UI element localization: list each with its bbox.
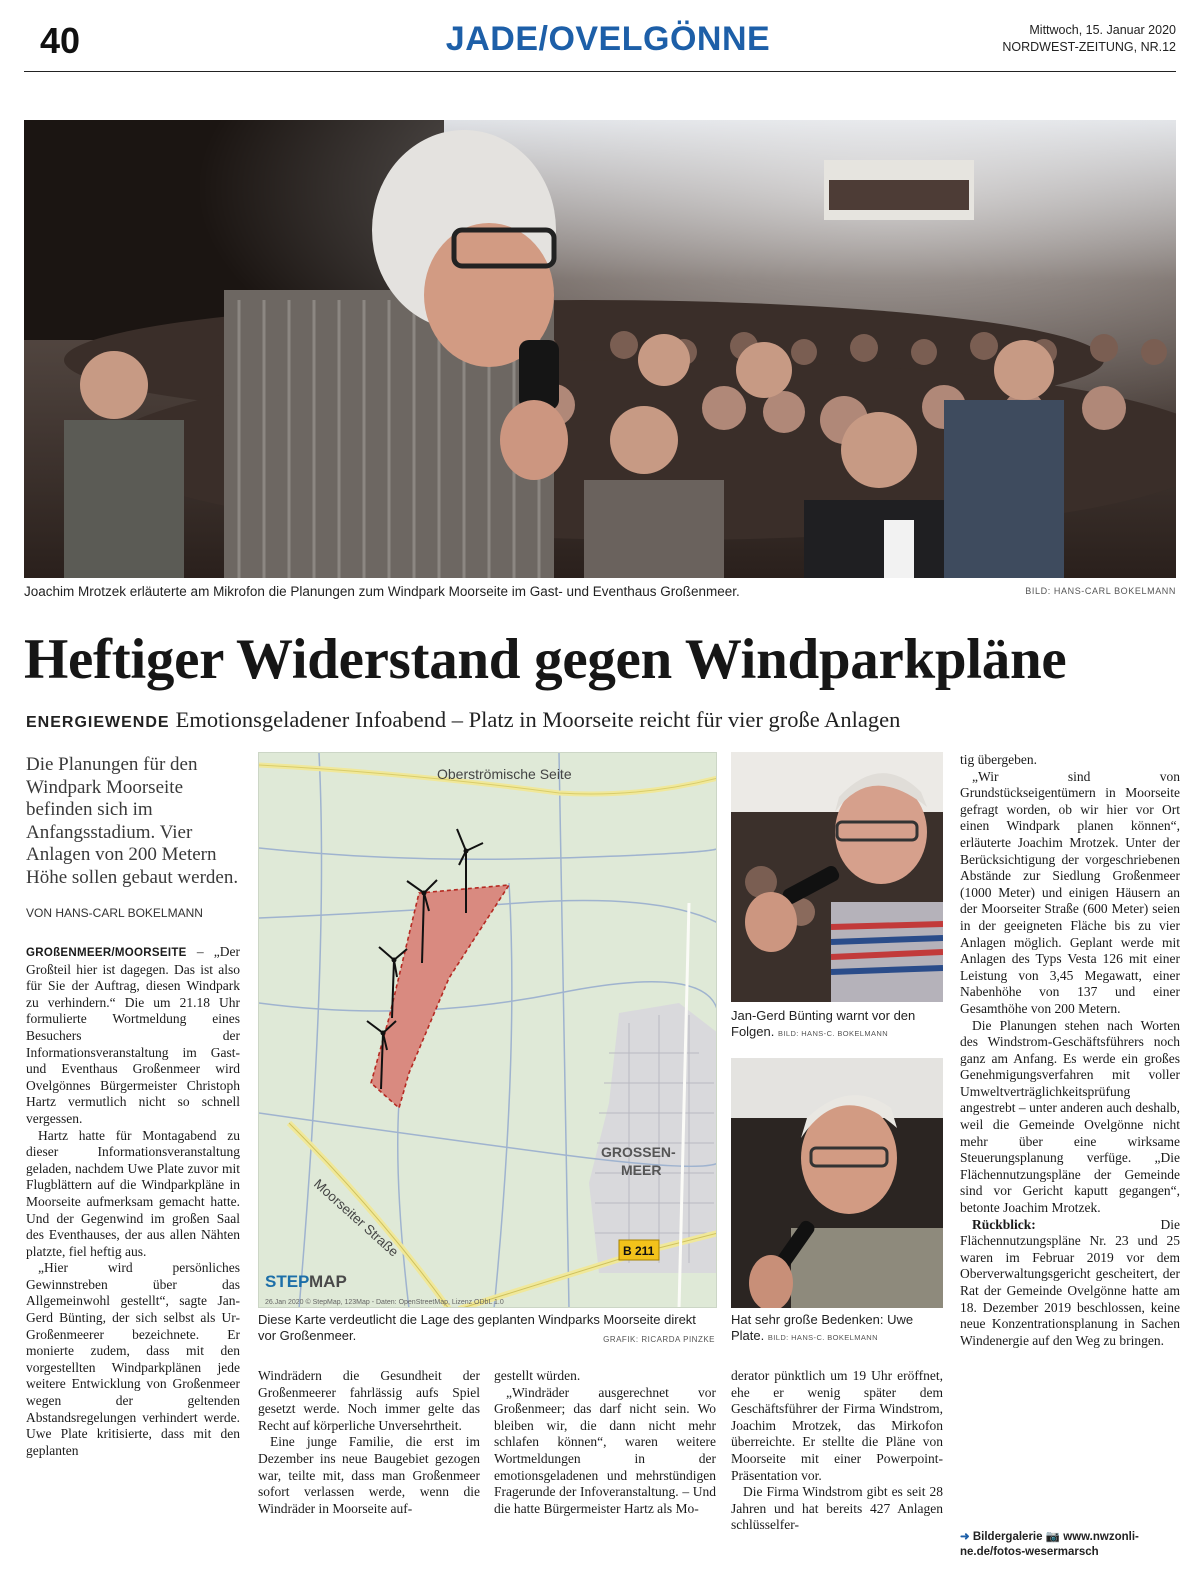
windpark-map bbox=[258, 752, 717, 1308]
paragraph: Hartz hatte für Montagabend zu dieser Informationsveranstaltung geladen, nachdem Uwe Plate zuvor mit Flugblättern auf die Windparkpläne in Moorseite aufmerksam gemacht hatte. Und der Gegenwind im großen Saal des Eventhauses, der aus allen Nähten platzte, fiel heftig aus. bbox=[26, 1127, 240, 1259]
issue-date: Mittwoch, 15. Januar 2020 bbox=[1029, 23, 1176, 37]
retrospective-label: Rückblick: bbox=[972, 1216, 1036, 1232]
subheadline bbox=[26, 707, 1186, 733]
side-photo-credit: BILD: HANS-C. BOKELMANN bbox=[767, 1333, 878, 1342]
stepmap-logo: STEP bbox=[265, 1272, 310, 1291]
article-column-2 bbox=[258, 1368, 480, 1517]
paragraph: Eine junge Familie, die erst im Dezember ins neue Baugebiet gezogen war, teilte mit, dass man Großenmeer sofort verlassen werde, wenn die Windräder in Moorseite auf- bbox=[258, 1434, 480, 1516]
page-number: 40 bbox=[40, 20, 81, 61]
map-caption bbox=[258, 1312, 717, 1344]
map-caption-text: Diese Karte verdeutlicht die Lage des geplanten Windparks Moorseite direkt vor Großenmeer. bbox=[258, 1312, 696, 1343]
paragraph: „Hier wird persönliches Gewinnstreben über das Allgemeinwohl gestellt“, sagte Jan-Gerd Bünting, der sich selbst als Ur-Großenmeerer bezeichnete. Er monierte zudem, dass mit den vorgestellten Windparkplänen jede weitere Entwicklung von Großenmeer wegen der geltenden Abstandsregelungen verhindert werde. Uwe Plate kritisierte, dass mit den geplanten bbox=[26, 1260, 240, 1458]
newspaper-name: NORDWEST-ZEITUNG, NR.12 bbox=[1002, 40, 1176, 54]
issue-info bbox=[1002, 22, 1176, 56]
headline: Heftiger Widerstand gegen Windparkpläne bbox=[24, 628, 1067, 691]
main-photo-credit: BILD: HANS-CARL BOKELMANN bbox=[1025, 586, 1176, 596]
main-photo bbox=[24, 120, 1176, 578]
side-caption-plate bbox=[731, 1312, 943, 1346]
dateline: GROßENMEER/MOORSEITE bbox=[26, 947, 187, 959]
map-road-label-diagonal: Moorseiter Straße bbox=[310, 1176, 402, 1260]
main-photo-caption bbox=[24, 584, 1176, 599]
article-column-4 bbox=[731, 1368, 943, 1534]
paragraph: GROßENMEER/MOORSEITE – „Der Großteil hier ist dagegen. Das ist also für Sie der Auftrag, diesen Windpark zu verhindern.“ Die um 21.18 Uhr formulierte Wortmeldung eines Besuchers der Informationsveranstaltung im Gast- und Eventhaus Großenmeer wird Ovelgönnes Bürgermeister Christoph Hartz vermutlich nicht so schnell vergessen. bbox=[26, 944, 240, 1126]
camera-icon: 📷 bbox=[1045, 1531, 1061, 1543]
byline: VON HANS-CARL BOKELMANN bbox=[26, 906, 203, 920]
map-highway-label: B 211 bbox=[623, 1244, 655, 1258]
paragraph: derator pünktlich um 19 Uhr eröffnet, ehe er wenig später dem Geschäftsführer der Firma Windstrom, Joachim Mrotzek, das Mirkofon überreichte. Er stellte die Pläne von Moorseite mit einer Powerpoint-Präsentation vor. bbox=[731, 1368, 943, 1483]
paragraph: Windrädern die Gesundheit der Großenmeerer fahrlässig aufs Spiel gesetzt werde. Noch immer gelte das Recht auf körperliche Unversehrtheit. bbox=[258, 1368, 480, 1433]
side-photo-credit: BILD: HANS-C. BOKELMANN bbox=[778, 1029, 889, 1038]
lead-paragraph: Die Planungen für den Windpark Moorseite befinden sich im Anfangsstadium. Vier Anlagen von 200 Metern Höhe sollen gebaut werden. bbox=[26, 754, 239, 888]
article-column-5 bbox=[960, 752, 1180, 1349]
section-title: JADE/OVELGÖNNE bbox=[445, 20, 771, 58]
side-caption-text: Jan-Gerd Bünting warnt vor den Folgen. bbox=[731, 1008, 916, 1039]
gallery-label: Bildergalerie bbox=[972, 1531, 1043, 1543]
article-column-1 bbox=[26, 944, 240, 1459]
map-road-label-top: Oberströmische Seite bbox=[437, 766, 572, 782]
stepmap-logo: MAP bbox=[309, 1272, 347, 1291]
page-header bbox=[24, 14, 1176, 72]
kicker: ENERGIEWENDE bbox=[26, 714, 170, 731]
gallery-url-line1[interactable]: www.nwzonli- bbox=[1063, 1531, 1139, 1543]
gallery-url-line2[interactable]: ne.de/fotos-wesermarsch bbox=[960, 1546, 1099, 1558]
side-caption-text: Hat sehr große Bedenken: Uwe Plate. bbox=[731, 1312, 914, 1343]
paragraph: Rückblick: Die Flächennutzungspläne Nr. 23 und 25 waren im Februar 2019 vor dem Oberverwaltungsgericht gescheitert, der Rat der Gemeinde Ovelgönne hatte am 18. Dezember 2019 beschlossen, keine neue Konzentrationsplanung in Sachen Windenergie auf den Weg zu bringen. bbox=[960, 1216, 1180, 1348]
side-caption-buenting bbox=[731, 1008, 943, 1042]
gallery-link[interactable] bbox=[960, 1530, 1180, 1560]
side-photo-buenting bbox=[731, 752, 943, 1002]
paragraph: „Windräder ausgerechnet vor Großenmeer; das darf nicht sein. Wo bleiben wir, die dann nicht mehr schlafen können“, waren weitere Wortmeldungen in der emotionsgeladenen und mehrstündigen Fragerunde der Infoveranstaltung. – Und die hatte Bürgermeister Hartz als Mo- bbox=[494, 1384, 716, 1516]
map-town-label: GROSSEN- bbox=[601, 1144, 676, 1160]
map-attribution: 26.Jan 2020 © StepMap, 123Map - Daten: OpenStreetMap, Lizenz ODbL 1.0 bbox=[265, 1299, 504, 1306]
map-town-label: MEER bbox=[621, 1162, 662, 1178]
arrow-right-icon: ➜ bbox=[960, 1531, 970, 1543]
main-photo-caption-text: Joachim Mrotzek erläuterte am Mikrofon die Planungen zum Windpark Moorseite im Gast- und Eventhaus Großenmeer. bbox=[24, 584, 740, 599]
paragraph: Die Planungen stehen nach Worten des Windstrom-Geschäftsführers noch ganz am Anfang. Es werde ein großes Genehmigungsverfahren mit voller Umweltverträglichkeitsprüfung angestrebt – unter anderen auch deshalb, weil die Gemeinde Ovelgönne nicht mehr über eine wirksame Steuerungsplanung verfüge. „Die Flächennutzungspläne der Gemeinde sind vor Gericht kaputt gegangen“, betonte Joachim Mrotzek. bbox=[960, 1017, 1180, 1216]
paragraph: tig übergeben. bbox=[960, 752, 1037, 767]
paragraph: „Wir sind von Grundstückseigentümern in Moorseite gefragt worden, ob wir hier vor Ort einen Windpark planen können“, erläuterte Joachim Mrotzek. Unter der Berücksichtigung der vorgeschriebenen Abstände zur Siedlung Großenmeer (1000 Meter) und einigen Häusern an der Moorseiter Straße (600 Meter) seien in der geeigneten Fläche bis zu vier Anlagen möglich. Geplant werde mit Anlagen des Typs Vesta 126 mit einer Leistung von 3,45 Megawatt, einer Nabenhöhe von 137 und einer Gesamthöhe von 200 Metern. bbox=[960, 768, 1180, 1016]
article-column-3 bbox=[494, 1368, 716, 1517]
subheadline-text: Emotionsgeladener Infoabend – Platz in Moorseite reicht für vier große Anlagen bbox=[175, 707, 901, 732]
side-photo-plate bbox=[731, 1058, 943, 1308]
paragraph: Die Firma Windstrom gibt es seit 28 Jahren und hat bereits 427 Anlagen schlüsselfer- bbox=[731, 1484, 943, 1533]
map-credit: GRAFIK: RICARDA PINZKE bbox=[603, 1335, 715, 1344]
paragraph: gestellt würden. bbox=[494, 1368, 581, 1383]
